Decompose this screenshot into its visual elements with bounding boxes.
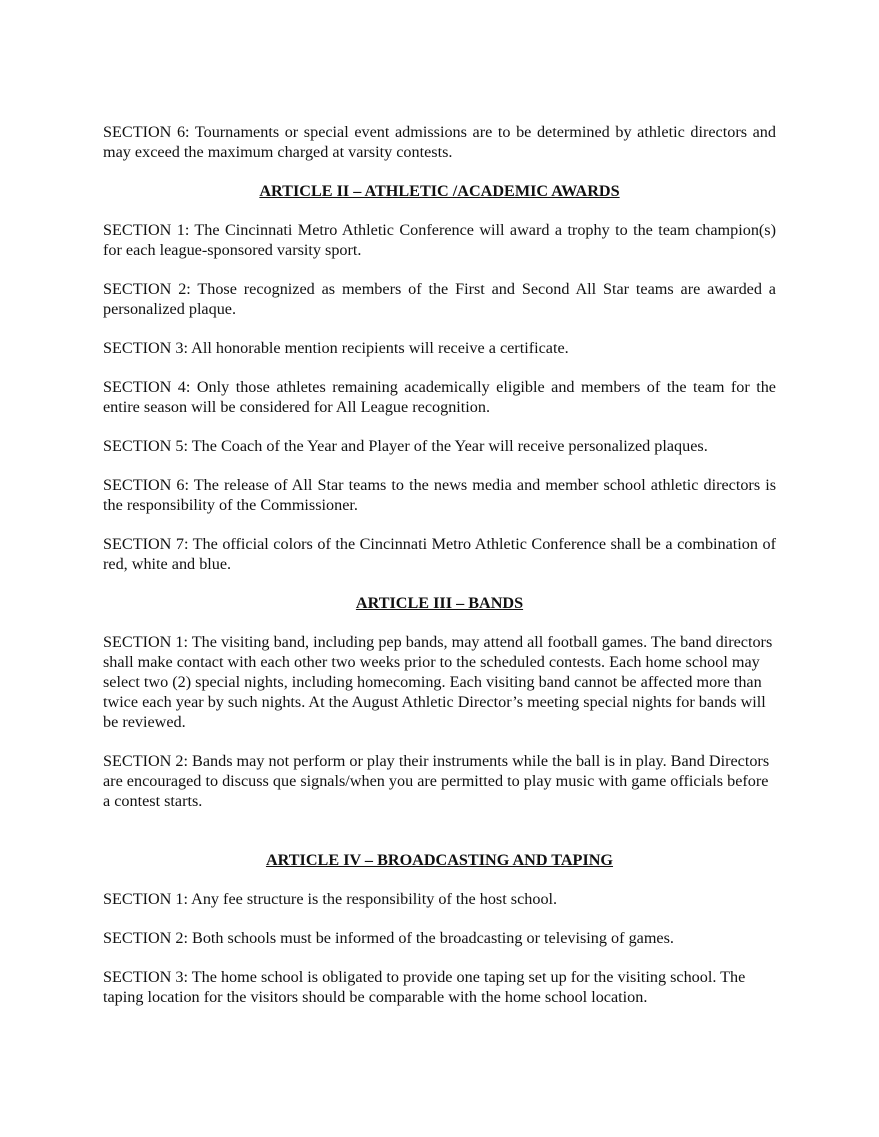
article2-section2: SECTION 2: Those recognized as members of the First and Second All Star teams are awarded a personalized plaque. — [103, 280, 776, 318]
article2-section7: SECTION 7: The official colors of the Cincinnati Metro Athletic Conference shall be a combination of red, white and blue. — [103, 535, 776, 573]
article3-section1: SECTION 1: The visiting band, including pep bands, may attend all football games. The band directors shall make contact with each other two weeks prior to the scheduled contests. Each home school may select two (2) special nights, including homecoming. Each visiting band cannot be affected more than twice each year by such nights. At the August Athletic Director’s meeting special nights for bands will be reviewed. — [103, 633, 773, 731]
document-page — [103, 122, 776, 1026]
article4-section3: SECTION 3: The home school is obligated to provide one taping set up for the visiting school. The taping location for the visitors should be comparable with the home school location. — [103, 968, 746, 1006]
article4-section1: SECTION 1: Any fee structure is the responsibility of the host school. — [103, 890, 558, 908]
article3-heading: ARTICLE III – BANDS — [355, 594, 524, 612]
article3-section2: SECTION 2: Bands may not perform or play their instruments while the ball is in play. Band Directors are encouraged to discuss que signals/when you are permitted to play music with game officials before a contest starts. — [103, 752, 770, 810]
article1-section6: SECTION 6: Tournaments or special event admissions are to be determined by athletic directors and may exceed the maximum charged at varsity contests. — [103, 123, 776, 161]
article2-section5: SECTION 5: The Coach of the Year and Player of the Year will receive personalized plaques. — [103, 437, 708, 455]
article4-heading: ARTICLE IV – BROADCASTING AND TAPING — [265, 851, 614, 869]
article2-section3: SECTION 3: All honorable mention recipients will receive a certificate. — [103, 339, 569, 357]
article2-section4: SECTION 4: Only those athletes remaining academically eligible and members of the team for the entire season will be considered for All League recognition. — [103, 378, 776, 416]
article2-heading: ARTICLE II – ATHLETIC /ACADEMIC AWARDS — [259, 182, 620, 200]
article2-section6: SECTION 6: The release of All Star teams to the news media and member school athletic directors is the responsibility of the Commissioner. — [103, 476, 776, 514]
article2-section1: SECTION 1: The Cincinnati Metro Athletic Conference will award a trophy to the team champion(s) for each league-sponsored varsity sport. — [103, 221, 776, 259]
article4-section2: SECTION 2: Both schools must be informed of the broadcasting or televising of games. — [103, 929, 674, 947]
